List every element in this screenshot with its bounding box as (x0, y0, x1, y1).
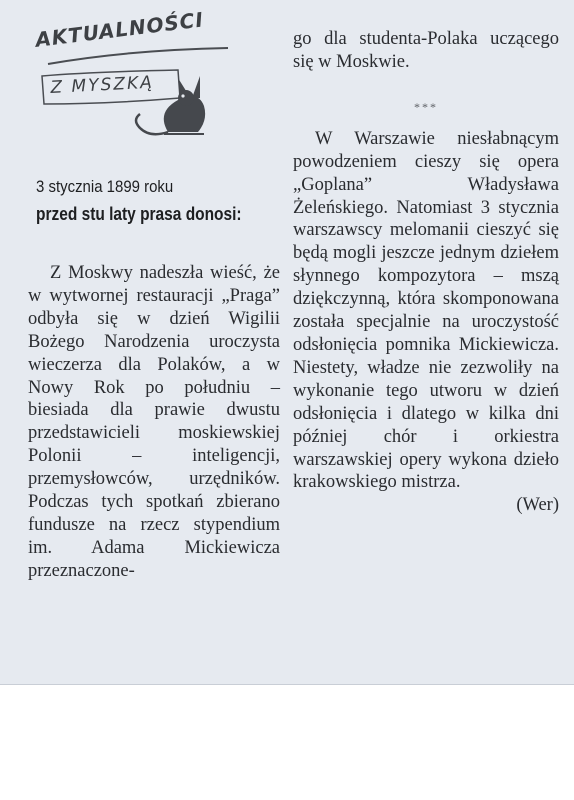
headline: przed stu laty prasa donosi: (36, 204, 242, 224)
article-continuation: go dla studenta-Polaka uczącego się w Moskwie. (293, 29, 559, 72)
section-separator: *** (414, 99, 438, 114)
logo-subtitle: Z MYSZKĄ (50, 72, 155, 98)
column-logo (28, 7, 258, 145)
right-column (293, 28, 559, 517)
signature-line (293, 494, 559, 517)
author-signature: (Wer) (516, 495, 559, 516)
article-paragraph-moscow: Z Moskwy nadeszła wieść, że w wytwornej restauracji „Praga” odbyła się w dzień Wigilii Bożego Narodzenia uroczysta wieczerza dla Polaków, a w Nowy Rok po południu – biesiada dla prawie dwustu przedstawicieli moskiewskiej Polonii – inteligencji, przemysłowców, urzędników. Podczas tych spotkań zbierano fundusze na rzecz stypendium im. Adama Mickiewicza przeznaczone- (28, 263, 280, 581)
left-column (28, 262, 280, 583)
article-paragraph-warsaw: W Warszawie niesłabnącym powodzeniem cieszy się opera „Goplana” Władysława Żeleńskiego. Natomiast 3 stycznia warszawscy melomanii cieszyć się będą mogli jeszcze jednym dziełem słynnego kompozytora – mszą dziękczynną, która skomponowana została specjalnie na uroczystość odsłonięcia pomnika Mickiewicza. Niestety, władze nie zezwoliły na wykonanie tego utworu w dzień odsłonięcia i dlatego w kilka dni później chór i orkiestra warszawskiej opery wykona dzieło krakowskiego mistrza. (293, 128, 559, 493)
logo-title: AKTUALNOŚCI (34, 7, 206, 52)
mouse-icon (28, 20, 258, 145)
dateline: 3 stycznia 1899 roku (36, 177, 174, 196)
